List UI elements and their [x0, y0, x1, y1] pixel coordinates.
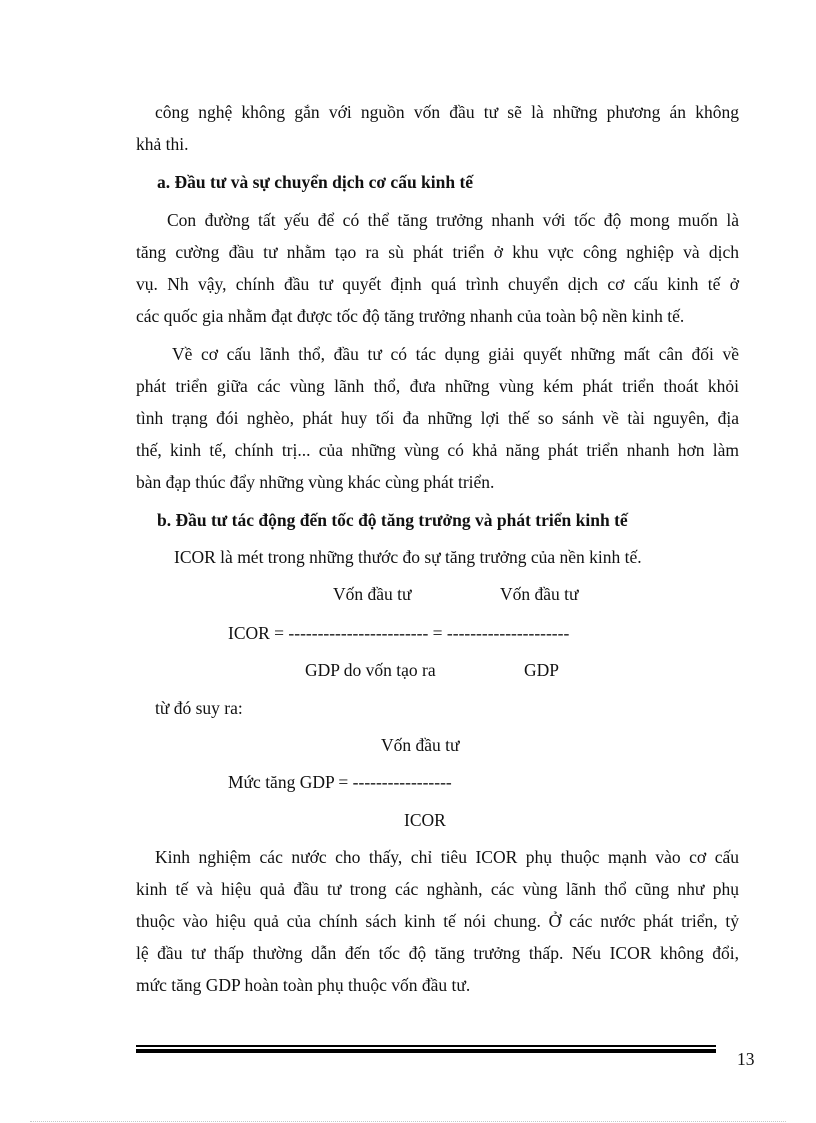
section-b-para3-line: Kinh nghiệm các nước cho thấy, chỉ tiêu ICOR phụ thuộc mạnh vào cơ cấu — [155, 847, 739, 867]
section-b-heading: b. Đầu tư tác động đến tốc độ tăng trưởng và phát triển kinh tế — [157, 510, 628, 530]
formula2-numerator: Vốn đầu tư — [381, 735, 460, 755]
section-a-para2-line: Về cơ cấu lãnh thổ, đầu tư có tác dụng giải quyết những mất cân đối về — [172, 344, 739, 364]
section-b-para3-line: lệ đầu tư thấp thường dẫn đến tốc độ tăng trưởng thấp. Nếu ICOR không đổi, — [136, 943, 739, 963]
page-bottom-border — [30, 1121, 786, 1122]
formula1-denominator-2: GDP — [524, 660, 560, 680]
formula1-numerator-1: Vốn đầu tư — [333, 584, 412, 604]
formula1-numerator-2: Vốn đầu tư — [500, 584, 579, 604]
section-b-para3-line: kinh tế và hiệu quả đầu tư trong các nghành, các vùng lãnh thổ cũng như phụ — [136, 879, 739, 899]
formula1-equation: ICOR = ------------------------ = --------------------- — [228, 623, 570, 643]
derive-text: từ đó suy ra: — [155, 698, 243, 718]
section-a-para2-line: bàn đạp thúc đẩy những vùng khác cùng phát triển. — [136, 472, 495, 492]
formula1-denominator-1: GDP do vốn tạo ra — [305, 660, 436, 680]
section-b-para3-line: thuộc vào hiệu quả của chính sách kinh tế nói chung. Ở các nước phát triển, tỷ — [136, 911, 739, 931]
intro-line-1: công nghệ không gắn với nguồn vốn đầu tư sẽ là những phương án không — [155, 102, 739, 122]
footer-rule-bottom — [136, 1049, 716, 1053]
section-a-para1-line: Con đường tất yếu để có thể tăng trưởng nhanh với tốc độ mong muốn là — [167, 210, 739, 230]
formula2-equation: Mức tăng GDP = ----------------- — [228, 772, 452, 792]
section-a-para2-line: thế, kinh tế, chính trị... của những vùng có khả năng phát triển nhanh hơn làm — [136, 440, 739, 460]
formula2-denominator: ICOR — [404, 810, 446, 830]
section-a-para1-line: các quốc gia nhằm đạt được tốc độ tăng trưởng nhanh của toàn bộ nền kinh tế. — [136, 306, 685, 326]
section-a-para1-line: vụ. Nh vậy, chính đầu tư quyết định quá trình chuyển dịch cơ cấu kinh tế ở — [136, 274, 739, 294]
section-a-heading: a. Đầu tư và sự chuyển dịch cơ cấu kinh tế — [157, 172, 474, 192]
section-a-para2-line: tình trạng đói nghèo, phát huy tối đa những lợi thế so sánh về tài nguyên, địa — [136, 408, 739, 428]
section-a-para1-line: tăng cường đầu tư nhằm tạo ra sù phát triển ở khu vực công nghiệp và dịch — [136, 242, 739, 262]
section-a-para2-line: phát triển giữa các vùng lãnh thổ, đưa những vùng kém phát triển thoát khỏi — [136, 376, 739, 396]
intro-line-2: khả thi. — [136, 134, 189, 154]
section-b-para3-line: mức tăng GDP hoàn toàn phụ thuộc vốn đầu tư. — [136, 975, 471, 995]
page-number: 13 — [737, 1049, 755, 1069]
icor-intro: ICOR là mét trong những thước đo sự tăng trưởng của nền kinh tế. — [174, 547, 642, 567]
footer-rule-top — [136, 1045, 716, 1047]
